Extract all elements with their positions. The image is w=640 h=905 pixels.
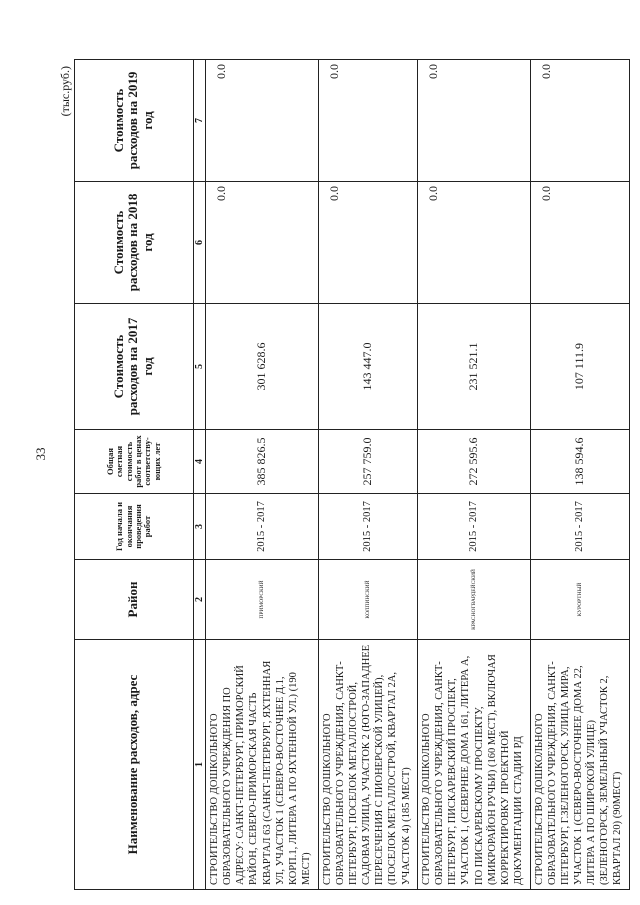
page-number: 33 xyxy=(33,447,48,461)
header-period: Год начала и окончания проведения работ xyxy=(75,494,194,560)
row-period: 2015 - 2017 xyxy=(318,494,417,560)
row-period: 2015 - 2017 xyxy=(530,494,629,560)
header-district: Район xyxy=(75,560,194,640)
row-total: 138 594.6 xyxy=(530,430,629,494)
column-number: 2 xyxy=(193,560,205,640)
row-2018: 0.0 xyxy=(318,182,417,304)
column-number: 3 xyxy=(193,494,205,560)
row-name: СТРОИТЕЛЬСТВО ДОШКОЛЬНОГО ОБРАЗОВАТЕЛЬНОГО УЧРЕЖДЕНИЯ, САНКТ-ПЕТЕРБУРГ, ПОСЕЛОК МЕТАЛЛОСТРОЙ, САДОВАЯ УЛИЦА, УЧАСТОК 2 (ЮГО-ЗАПАДНЕЕ ПЕРЕСЕЧЕНИЯ С ПИОНЕРСКОЙ УЛИЦЕЙ), (ПОСЕЛОК МЕТАЛЛОСТРОЙ, КВАРТАЛ 2А, УЧАСТОК 4) (185 МЕСТ) xyxy=(318,640,417,890)
document-page xyxy=(60,60,630,890)
row-district: КОЛПИНСКИЙ xyxy=(318,560,417,640)
row-2017: 107 111.9 xyxy=(530,304,629,430)
row-total: 257 759.0 xyxy=(318,430,417,494)
header-name: Наименование расходов, адрес xyxy=(75,640,194,890)
row-district: КРАСНОГВАРДЕЙСКИЙ xyxy=(418,560,531,640)
table-row xyxy=(206,60,319,890)
row-period: 2015 - 2017 xyxy=(418,494,531,560)
column-number: 5 xyxy=(193,304,205,430)
row-name: СТРОИТЕЛЬСТВО ДОШКОЛЬНОГО ОБРАЗОВАТЕЛЬНОГО УЧРЕЖДЕНИЯ ПО АДРЕСУ: САНКТ-ПЕТЕРБУРГ, ПРИМОРСКИЙ РАЙОН, СЕВЕРО-ПРИМОРСКАЯ ЧАСТЬ КВАРТАЛ 63 (САНКТ-ПЕТЕРБУРГ, ЯХТЕННАЯ УЛ, УЧАСТОК 1 (СЕВЕРО-ВОСТОЧНЕЕ Д.1, КОРП.1, ЛИТЕРА А ПО ЯХТЕННОЙ УЛ.) (190 МЕСТ) xyxy=(206,640,319,890)
header-2017: Стоимость расходов на 2017 год xyxy=(75,304,194,430)
column-number: 1 xyxy=(193,640,205,890)
table-header-row xyxy=(75,60,194,890)
row-2017: 143 447.0 xyxy=(318,304,417,430)
header-total: Общая сметная стоимость работ в ценах соответству-ющих лет xyxy=(75,430,194,494)
row-district: КУРОРТНЫЙ xyxy=(530,560,629,640)
row-name: СТРОИТЕЛЬСТВО ДОШКОЛЬНОГО ОБРАЗОВАТЕЛЬНОГО УЧРЕЖДЕНИЯ, САНКТ-ПЕТЕРБУРГ, Г.ЗЕЛЕНОГОРСК, УЛИЦА МИРА, УЧАСТОК 1 (СЕВЕРО-ВОСТОЧНЕЕ ДОМА 22, ЛИТЕРА А ПО ШИРОКОЙ УЛИЦЕ) (ЗЕЛЕНОГОРСК, ЗЕМЕЛЬНЫЙ УЧАСТОК 2, КВАРТАЛ 20) (90МЕСТ) xyxy=(530,640,629,890)
table-row xyxy=(418,60,531,890)
row-2018: 0.0 xyxy=(418,182,531,304)
row-total: 385 826.5 xyxy=(206,430,319,494)
row-name: СТРОИТЕЛЬСТВО ДОШКОЛЬНОГО ОБРАЗОВАТЕЛЬНОГО УЧРЕЖДЕНИЯ, САНКТ-ПЕТЕРБУРГ, ПИСКАРЕВСКИЙ ПРОСПЕКТ, УЧАСТОК 1, (СЕВЕРНЕЕ ДОМА 161, ЛИТЕРА А, ПО ПИСКАРЕВСКОМУ ПРОСПЕКТУ, (МИКРОРАЙОН РУЧЬИ) (160 МЕСТ), ВКЛЮЧАЯ КОРРЕКТИРОВКУ ПРОЕКТНОЙ ДОКУМЕНТАЦИИ СТАДИИ РД xyxy=(418,640,531,890)
header-2019: Стоимость расходов на 2019 год xyxy=(75,60,194,182)
row-2017: 231 521.1 xyxy=(418,304,531,430)
units-label: (тыс.руб.) xyxy=(58,66,72,117)
row-2019: 0.0 xyxy=(318,60,417,182)
row-2018: 0.0 xyxy=(206,182,319,304)
row-2018: 0.0 xyxy=(530,182,629,304)
row-2017: 301 628.6 xyxy=(206,304,319,430)
column-number: 4 xyxy=(193,430,205,494)
header-2018: Стоимость расходов на 2018 год xyxy=(75,182,194,304)
row-district: ПРИМОРСКИЙ xyxy=(206,560,319,640)
row-total: 272 595.6 xyxy=(418,430,531,494)
row-2019: 0.0 xyxy=(206,60,319,182)
column-number: 6 xyxy=(193,182,205,304)
row-2019: 0.0 xyxy=(530,60,629,182)
row-2019: 0.0 xyxy=(418,60,531,182)
column-number: 7 xyxy=(193,60,205,182)
table-row xyxy=(530,60,629,890)
table-row xyxy=(318,60,417,890)
row-period: 2015 - 2017 xyxy=(206,494,319,560)
expenses-table xyxy=(74,59,630,890)
column-number-row xyxy=(193,60,205,890)
